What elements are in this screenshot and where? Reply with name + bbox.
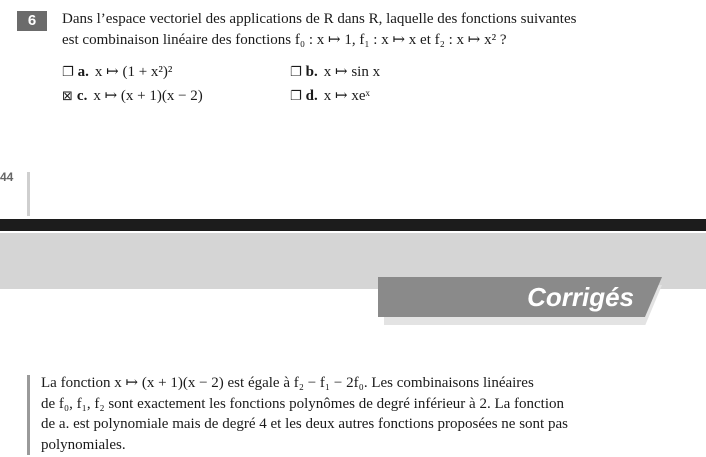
- question-line-1: Dans l’espace vectoriel des applications de R dans R, laquelle des fonctions suivantes: [62, 11, 577, 27]
- answer-line-3: de a. est polynomiale mais de degré 4 et les deux autres fonctions proposées ne sont pas: [41, 416, 568, 432]
- option-b[interactable]: [290, 62, 380, 83]
- corriges-title: Corrigés: [527, 282, 634, 312]
- section-divider: [0, 219, 706, 231]
- answer-line-4: polynomiales.: [41, 436, 126, 453]
- option-text: x ↦ sin x: [323, 64, 381, 80]
- option-text: x ↦ xeˣ: [323, 88, 370, 104]
- page-number: 44: [0, 170, 14, 184]
- option-d[interactable]: [290, 86, 370, 107]
- question-number-badge: 6: [17, 11, 47, 31]
- option-text: x ↦ (x + 1)(x − 2): [93, 88, 203, 104]
- question-text: [62, 9, 692, 51]
- answer-line-1: La fonction x ↦ (x + 1)(x − 2) est égale à f₂ − f₁ − 2f₀. Les combinaisons linéaires: [41, 375, 534, 391]
- question-line-2: est combinaison linéaire des fonctions f₀ : x ↦ 1, f₁ : x ↦ x et f₂ : x ↦ x² ?: [62, 32, 507, 48]
- checkbox-icon[interactable]: ❐: [290, 89, 302, 104]
- option-a[interactable]: [62, 62, 172, 83]
- checkbox-icon[interactable]: ❐: [290, 65, 302, 80]
- answer-text: [41, 373, 693, 455]
- page-margin-bar: [27, 172, 30, 216]
- answer-line-2: de f₀, f₁, f₂ sont exactement les fonctions polynômes de degré inférieur à 2. La fonction: [41, 395, 565, 412]
- option-label: c.: [76, 88, 88, 104]
- option-label: a.: [77, 64, 89, 80]
- checkbox-icon[interactable]: ❐: [62, 65, 74, 80]
- checked-checkbox-icon[interactable]: ⊠: [62, 89, 73, 104]
- option-c[interactable]: [62, 86, 203, 107]
- option-label: d.: [305, 88, 318, 104]
- option-label: b.: [305, 64, 318, 80]
- option-text: x ↦ (1 + x²)²: [94, 64, 173, 80]
- answer-margin-bar: [27, 375, 30, 455]
